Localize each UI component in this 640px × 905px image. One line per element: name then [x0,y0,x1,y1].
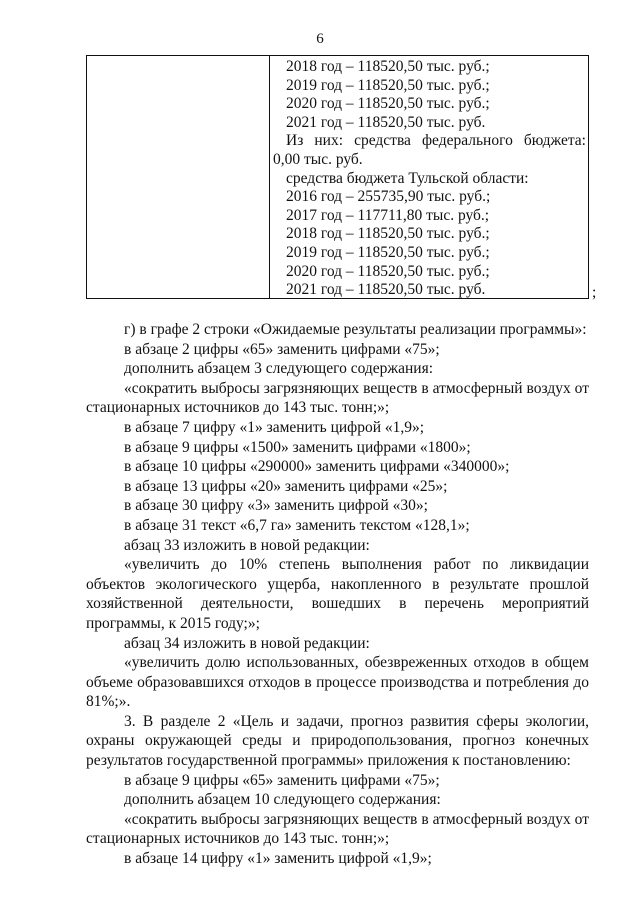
table-line: 2020 год – 118520,50 тыс. руб.; [286,262,490,280]
table-line: 2018 год – 118520,50 тыс. руб.; [286,225,490,243]
budget-table [86,55,589,299]
paragraph: в абзаце 9 цифры «65» заменить цифрами «75»; [124,771,440,789]
table-line: 2016 год – 255735,90 тыс. руб.; [286,188,491,206]
paragraph: «увеличить до 10% степень выполнения работ по ликвидации объектов экологического ущерба, накопленного в результате прошлой хозяйственной деятельности, вошедших в перечень мероприятий программы, к 2015 году;»; [86,556,589,632]
paragraph: 3. В разделе 2 «Цель и задачи, прогноз развития сферы экологии, охраны окружающей среды и природопользования, прогноз конечных результатов государственной программы» приложения к постановлению: [86,712,589,770]
paragraph: в абзаце 13 цифры «20» заменить цифрами «25»; [124,477,448,495]
paragraph: «увеличить долю использованных, обезвреженных отходов в общем объеме образовавшихся отходов в процессе производства и потребления до 81%;». [86,654,589,711]
table-line: 0,00 тыс. руб. [273,150,363,168]
paragraph: в абзаце 14 цифру «1» заменить цифрой «1,9»; [124,850,432,868]
paragraph: в абзаце 10 цифры «290000» заменить цифрами «340000»; [124,458,510,476]
table-trailing-semicolon: ; [592,284,597,301]
table-line: 2021 год – 118520,50 тыс. руб. [286,281,486,299]
paragraph: в абзаце 30 цифру «3» заменить цифрой «30»; [124,497,428,515]
table-line: 2021 год – 118520,50 тыс. руб. [286,113,486,131]
table-line: Из них: средства федерального бюджета: [286,132,586,150]
paragraph: «сократить выбросы загрязняющих веществ в атмосферный воздух от стационарных источников до 143 тыс. тонн;»; [86,810,589,848]
table-column-divider [269,56,270,298]
paragraph: г) в графе 2 строки «Ожидаемые результаты реализации программы»: [124,321,587,338]
paragraph: дополнить абзацем 10 следующего содержания: [124,791,441,809]
paragraph: абзац 33 изложить в новой редакции: [124,536,370,554]
document-body [86,320,589,869]
table-line: 2018 год – 118520,50 тыс. руб.; [286,58,490,75]
paragraph: «сократить выбросы загрязняющих веществ в атмосферный воздух от стационарных источников до 143 тыс. тонн;»; [86,379,589,417]
table-line: средства бюджета Тульской области: [286,169,529,187]
table-right-cell [273,58,586,300]
paragraph: абзац 34 изложить в новой редакции: [124,634,370,652]
table-line: 2019 год – 118520,50 тыс. руб.; [286,243,490,261]
paragraph: дополнить абзацем 3 следующего содержания: [124,360,434,378]
table-line: 2017 год – 117711,80 тыс. руб.; [286,206,490,224]
paragraph: в абзаце 2 цифры «65» заменить цифрами «75»; [124,340,440,358]
page-number: 6 [316,31,324,47]
table-line: 2019 год – 118520,50 тыс. руб.; [286,76,490,94]
paragraph: в абзаце 9 цифры «1500» заменить цифрами «1800»; [124,438,471,456]
table-line: 2020 год – 118520,50 тыс. руб.; [286,95,490,113]
paragraph: в абзаце 31 текст «6,7 га» заменить текстом «128,1»; [124,516,470,534]
paragraph: в абзаце 7 цифру «1» заменить цифрой «1,9»; [124,418,425,436]
